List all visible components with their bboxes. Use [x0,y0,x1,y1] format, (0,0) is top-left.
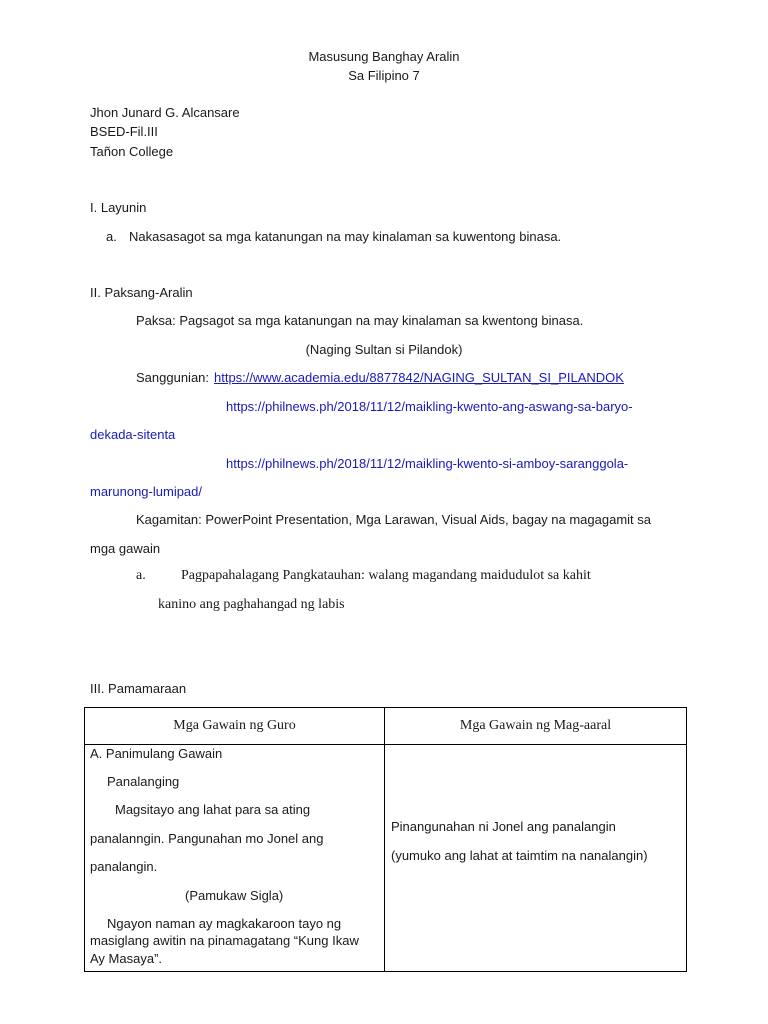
author-school: Tañon College [90,144,174,159]
list-marker: a. [106,229,117,244]
table-header-row [85,708,687,745]
document-title: Masusung Banghay Aralin [308,49,460,64]
kagamitan-text-cont: mga gawain [90,541,161,556]
author-name: Jhon Junard G. Alcansare [90,105,240,120]
document-subtitle: Sa Filipino 7 [348,68,420,83]
paksa-text: Paksa: Pagsagot sa mga katanungan na may kinalaman sa kwentong binasa. [136,313,584,328]
section-heading-layunin: I. Layunin [90,200,147,215]
story-title: (Naging Sultan si Pilandok) [305,342,463,357]
teacher-line: Ay Masaya”. [90,951,163,966]
reference-link-aswang[interactable]: https://philnews.ph/2018/11/12/maikling-kwento-ang-aswang-sa-baryo- [226,399,633,414]
reference-link-amboy[interactable]: https://philnews.ph/2018/11/12/maikling-kwento-si-amboy-saranggola- [226,456,629,471]
prayer-label: Panalanging [107,774,180,789]
list-marker: a. [136,568,146,583]
column-header-student: Mga Gawain ng Mag-aaral [385,708,687,745]
section-heading-paksang-aralin: II. Paksang-Aralin [90,285,193,300]
reference-link-academia[interactable]: https://www.academia.edu/8877842/NAGING_SULTAN_SI_PILANDOK [214,370,624,385]
pamukaw-sigla-label: (Pamukaw Sigla) [185,888,284,903]
column-header-teacher: Mga Gawain ng Guro [85,708,385,745]
sanggunian-label: Sanggunian: [136,370,210,385]
teacher-line: masiglang awitin na pinamagatang “Kung Ikaw [90,933,359,948]
student-line: Pinangunahan ni Jonel ang panalangin [391,819,616,834]
teacher-line: Magsitayo ang lahat para sa ating [115,802,311,817]
objective-text: Nakasasagot sa mga katanungan na may kinalaman sa kuwentong binasa. [129,229,562,244]
reference-link-amboy-cont[interactable]: marunong-lumipad/ [90,484,203,499]
teacher-line: Ngayon naman ay magkakaroon tayo ng [107,916,342,931]
teacher-line: panalanngin. Pangunahan mo Jonel ang [90,831,324,846]
kagamitan-text: Kagamitan: PowerPoint Presentation, Mga Larawan, Visual Aids, bagay na magagamit sa [136,512,652,527]
student-activity-cell [385,745,687,972]
procedure-table [84,707,687,972]
value-text-cont: kanino ang paghahangad ng labis [158,597,345,612]
reference-link-aswang-cont[interactable]: dekada-sitenta [90,427,176,442]
author-course: BSED-Fil.III [90,124,158,139]
table-row [85,745,687,972]
value-text: Pagpapahalagang Pangkatauhan: walang magandang maidudulot sa kahit [181,568,591,583]
section-heading-pamamaraan: III. Pamamaraan [90,681,187,696]
teacher-line: panalangin. [90,859,158,874]
student-line: (yumuko ang lahat at taimtim na nanalangin) [391,848,648,863]
teacher-activity-cell [85,745,385,972]
activity-part-title: A. Panimulang Gawain [90,746,223,761]
